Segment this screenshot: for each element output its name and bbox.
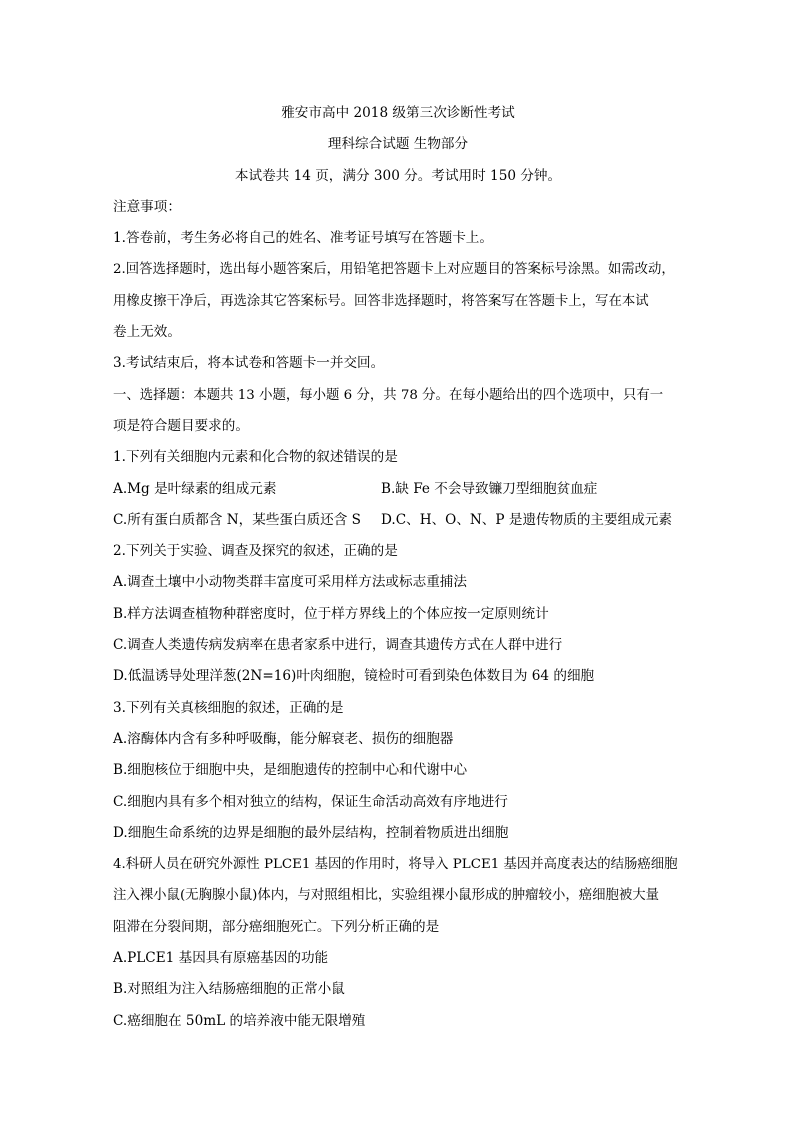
option-c: C.癌细胞在 50mL 的培养液中能无限增殖	[113, 1012, 366, 1029]
section-heading-cont: 项是符合题目要求的。	[113, 417, 249, 434]
notice-heading: 注意事项：	[113, 198, 181, 215]
option-a: A.调查土壤中小动物类群丰富度可采用样方法或标志重捕法	[113, 574, 467, 591]
notice-item: 用橡皮擦干净后，再选涂其它答案标号。回答非选择题时，将答案写在答题卡上，写在本试	[113, 293, 649, 309]
option-a: A.溶酶体内含有多种呼吸酶，能分解衰老、损伤的细胞器	[113, 730, 454, 747]
question-stem: 注入裸小鼠(无胸腺小鼠)体内，与对照组相比，实验组裸小鼠形成的肿瘤较小，癌细胞被大量	[113, 888, 660, 904]
option-row	[113, 505, 683, 536]
option-c: C.所有蛋白质都含 N，某些蛋白质还含 S	[113, 511, 361, 528]
option-b: B.对照组为注入结肠癌细胞的正常小鼠	[113, 981, 345, 998]
section-heading: 一、选择题：本题共 13 小题，每小题 6 分，共 78 分。在每小题给出的四个选项中，只有一	[113, 387, 664, 403]
notice-item: 卷上无效。	[113, 324, 181, 341]
question-3	[113, 693, 683, 849]
option-b: B.缺 Fe 不会导致镰刀型细胞贫血症	[381, 480, 598, 497]
question-stem: 3.下列有关真核细胞的叙述，正确的是	[113, 699, 344, 716]
option-d: D.C、H、O、N、P 是遗传物质的主要组成元素	[381, 511, 672, 528]
question-stem: 阻滞在分裂间期，部分癌细胞死亡。下列分析正确的是	[113, 918, 440, 935]
option-d: D.细胞生命系统的边界是细胞的最外层结构，控制着物质进出细胞	[113, 824, 509, 841]
notice-item: 1.答卷前，考生务必将自己的姓名、准考证号填写在答题卡上。	[113, 230, 493, 247]
question-stem: 4.科研人员在研究外源性 PLCE1 基因的作用时，将导入 PLCE1 基因并高度表达的结肠癌细胞	[113, 857, 678, 873]
option-a: A.Mg 是叶绿素的组成元素	[113, 480, 277, 497]
option-d: D.低温诱导处理洋葱(2N=16)叶肉细胞，镜检时可看到染色体数目为 64 的细胞	[113, 668, 595, 685]
exam-info: 本试卷共 14 页，满分 300 分。考试用时 150 分钟。	[234, 167, 562, 184]
option-row	[113, 474, 683, 505]
question-2	[113, 536, 683, 692]
question-4	[113, 849, 683, 1037]
exam-title: 雅安市高中 2018 级第三次诊断性考试	[281, 105, 515, 121]
option-c: C.细胞内具有多个相对独立的结构，保证生命活动高效有序地进行	[113, 793, 508, 810]
exam-page	[113, 98, 683, 1037]
option-b: B.样方法调查植物种群密度时，位于样方界线上的个体应按一定原则统计	[113, 605, 549, 622]
notice-item: 3.考试结束后，将本试卷和答题卡一并交回。	[113, 355, 385, 372]
notice-item: 2.回答选择题时，选出每小题答案后，用铅笔把答题卡上对应题目的答案标号涂黑。如需改动，	[113, 262, 675, 278]
option-b: B.细胞核位于细胞中央，是细胞遗传的控制中心和代谢中心	[113, 762, 468, 779]
option-c: C.调查人类遗传病发病率在患者家系中进行，调查其遗传方式在人群中进行	[113, 637, 563, 654]
question-stem: 2.下列关于实验、调查及探究的叙述，正确的是	[113, 543, 398, 560]
option-a: A.PLCE1 基因具有原癌基因的功能	[113, 950, 329, 967]
exam-subtitle: 理科综合试题 生物部分	[327, 136, 469, 153]
question-1	[113, 442, 683, 536]
question-stem: 1.下列有关细胞内元素和化合物的叙述错误的是	[113, 449, 398, 466]
